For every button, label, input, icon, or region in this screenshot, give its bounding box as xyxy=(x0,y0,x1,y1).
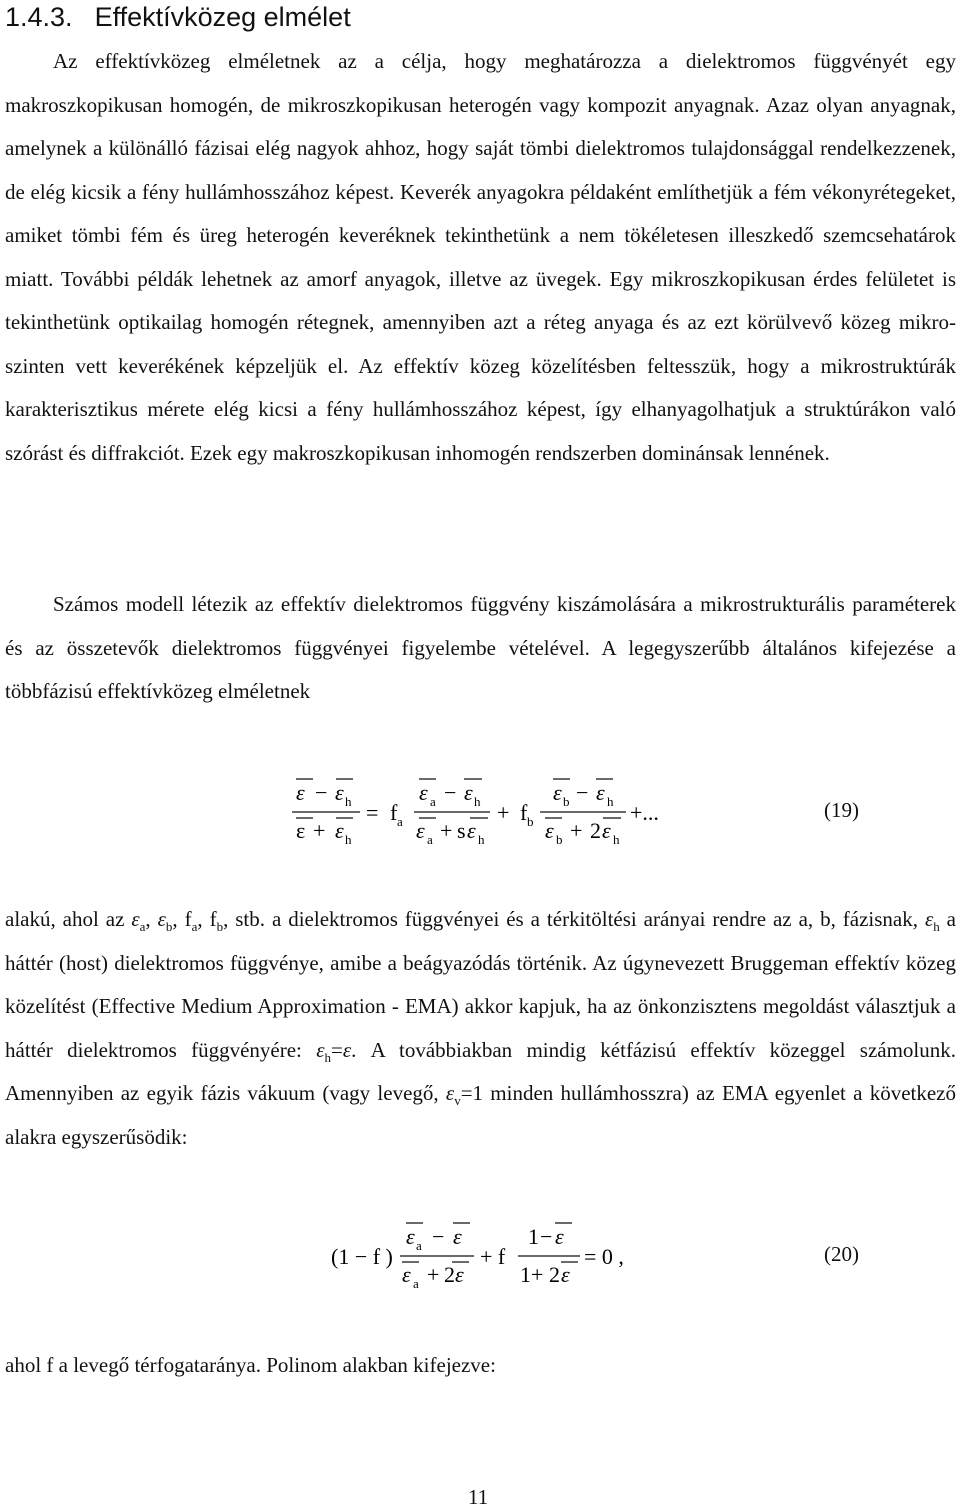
svg-text:ε: ε xyxy=(464,780,473,805)
svg-text:s: s xyxy=(457,818,466,843)
section-title: Effektívközeg elmélet xyxy=(94,2,351,32)
subscript: a xyxy=(139,919,146,935)
svg-text:+ f: + f xyxy=(480,1244,506,1269)
svg-text:−: − xyxy=(432,1224,445,1249)
svg-text:1: 1 xyxy=(520,1262,531,1287)
svg-text:−: − xyxy=(444,780,457,805)
svg-text:2: 2 xyxy=(590,818,601,843)
svg-text:ε: ε xyxy=(545,818,554,843)
svg-text:+: + xyxy=(570,818,583,843)
svg-text:ε: ε xyxy=(406,1224,415,1249)
subscript: b xyxy=(216,919,224,935)
text-span: =1 minden hullámhosszra) az EMA egyenlet a következő alakra egyszerűsödik: xyxy=(5,1081,956,1149)
svg-text:a: a xyxy=(427,832,433,847)
epsilon-symbol: ε xyxy=(316,1037,325,1062)
subscript: v xyxy=(454,1093,461,1109)
subscript: h xyxy=(933,919,940,935)
text-span: a háttér (host) dielektromos függvénye, amibe a beágyazódás történik. Az úgynevezett Bruggeman effektív közeg közelítést (Effective Medium Approximation - EMA) akkor kapjuk, ha az önkonzisztens megoldást választjuk a háttér dielektromos függvényére: xyxy=(5,907,956,1062)
svg-text:+: + xyxy=(427,1262,440,1287)
text-span: , stb. a dielektromos függvényei és a térkitöltési arányai rendre az a, b, fázisnak, xyxy=(223,907,925,931)
epsilon-symbol: ε xyxy=(157,907,166,931)
svg-text:−: − xyxy=(540,1224,553,1249)
epsilon-symbol: ε xyxy=(131,907,140,931)
svg-text:a: a xyxy=(413,1276,419,1291)
svg-text:+: + xyxy=(440,818,453,843)
svg-text:h: h xyxy=(345,794,352,809)
equation-19-formula xyxy=(0,776,760,856)
svg-text:ε: ε xyxy=(455,1262,464,1287)
svg-text:ε: ε xyxy=(467,818,476,843)
svg-text:= 0 ,: = 0 , xyxy=(584,1244,624,1269)
svg-text:b: b xyxy=(556,832,563,847)
svg-text:ε: ε xyxy=(335,818,344,843)
text-span: = xyxy=(330,1037,343,1062)
svg-text:b: b xyxy=(563,794,570,809)
text-span: . A továbbiakban mindig kétfázisú effektív közeggel számolunk. Amennyiben az egyik fázis vákuum (vagy levegő, xyxy=(5,1037,956,1105)
svg-text:ε: ε xyxy=(555,1224,564,1249)
svg-text:a: a xyxy=(430,794,436,809)
section-heading xyxy=(5,0,351,34)
svg-text:+: + xyxy=(531,1262,544,1287)
svg-text:f: f xyxy=(390,800,398,825)
svg-text:2: 2 xyxy=(444,1262,455,1287)
epsilon-symbol: ε xyxy=(342,1037,352,1062)
svg-text:ε: ε xyxy=(416,818,425,843)
svg-text:ε: ε xyxy=(553,780,562,805)
subscript: a xyxy=(191,919,198,935)
svg-text:+...: +... xyxy=(630,800,659,825)
epsilon-symbol: ε xyxy=(445,1081,455,1105)
svg-text:b: b xyxy=(527,814,534,829)
svg-text:2: 2 xyxy=(549,1262,560,1287)
svg-text:=: = xyxy=(366,800,379,825)
svg-text:a: a xyxy=(397,814,403,829)
svg-text:h: h xyxy=(345,832,352,847)
svg-text:−: − xyxy=(315,780,328,805)
svg-text:ε: ε xyxy=(596,780,605,805)
svg-text:h: h xyxy=(613,832,620,847)
svg-text:+: + xyxy=(497,800,510,825)
equation-20-number: (20) xyxy=(824,1242,859,1266)
paragraph-polynomial: ahol f a levegő térfogataránya. Polinom alakban kifejezve: xyxy=(5,1353,496,1377)
svg-text:+: + xyxy=(313,818,326,843)
epsilon-symbol: ε xyxy=(924,907,934,931)
equation-19 xyxy=(0,776,960,856)
text-span: , f xyxy=(172,907,192,931)
svg-text:ε: ε xyxy=(561,1262,570,1287)
text-span: alakú, ahol az xyxy=(5,907,132,931)
svg-text:−: − xyxy=(576,780,589,805)
svg-text:ε: ε xyxy=(402,1262,411,1287)
svg-text:a: a xyxy=(416,1238,422,1253)
svg-text:ε: ε xyxy=(296,780,305,805)
svg-text:h: h xyxy=(607,794,614,809)
equation-19-number: (19) xyxy=(824,798,859,822)
equation-20-formula xyxy=(0,1222,760,1294)
section-number: 1.4.3. xyxy=(5,2,73,32)
equation-20 xyxy=(0,1222,960,1294)
subscript: b xyxy=(165,919,173,935)
svg-text:f: f xyxy=(520,800,528,825)
paragraph-bruggeman xyxy=(5,898,956,1159)
svg-text:h: h xyxy=(474,794,481,809)
page-number: 11 xyxy=(468,1485,489,1509)
svg-text:ε: ε xyxy=(453,1224,462,1249)
svg-text:h: h xyxy=(478,832,485,847)
svg-text:1: 1 xyxy=(528,1224,539,1249)
svg-text:ε: ε xyxy=(602,818,611,843)
subscript: h xyxy=(324,1049,331,1065)
paragraph-intro: Az effektívközeg elméletnek az a célja, hogy meghatározza a dielektromos függvényét egy makroszkopikusan homogén, de mikroszkopikusan heterogén vagy kompozit anyagnak. Azaz olyan anyagnak, amelynek a különálló fázisai elég nagyok ahhoz, hogy saját tömbi dielektromos tulajdonsággal rendelkezzenek, de elég kicsik a fény hullámhosszához képest. Keverék anyagokra példaként említhetjük a fém vékonyrétegeket, amiket tömbi fém és üreg heterogén keveréknek tekinthetünk a nem tökéletesen illeszkedő szemcsehatárok miatt. További példák lehetnek az amorf anyagok, illetve az üvegek. Egy mikroszkopikusan érdes felületet is tekinthetünk optikailag homogén rétegnek, amennyiben azt a réteg anyaga és az ezt körülvevő közeg mikro-szinten vett keverékének képzeljük el. Az effektív közeg közelítésben feltesszük, hogy a mikrostruktúrák karakterisztikus mérete elég kicsi a fény hullámhosszához képest, így elhanyagolhatjuk a struktúrákon való szórást és diffrakciót. Ezek egy makroszkopikusan inhomogén rendszerben dominánsak lennének. xyxy=(5,49,956,465)
svg-text:ε: ε xyxy=(419,780,428,805)
svg-text:(1 − f ): (1 − f ) xyxy=(331,1244,393,1269)
text-span: , f xyxy=(197,907,217,931)
svg-text:ε: ε xyxy=(335,780,344,805)
svg-text:ε: ε xyxy=(296,818,306,843)
text-span: , xyxy=(145,907,158,931)
paragraph-models: Számos modell létezik az effektív dielektromos függvény kiszámolására a mikrostrukturális paraméterek és az összetevők dielektromos függvényei figyelembe vételével. A legegyszerűbb általános kifejezése a többfázisú effektívközeg elméletnek xyxy=(5,592,956,703)
